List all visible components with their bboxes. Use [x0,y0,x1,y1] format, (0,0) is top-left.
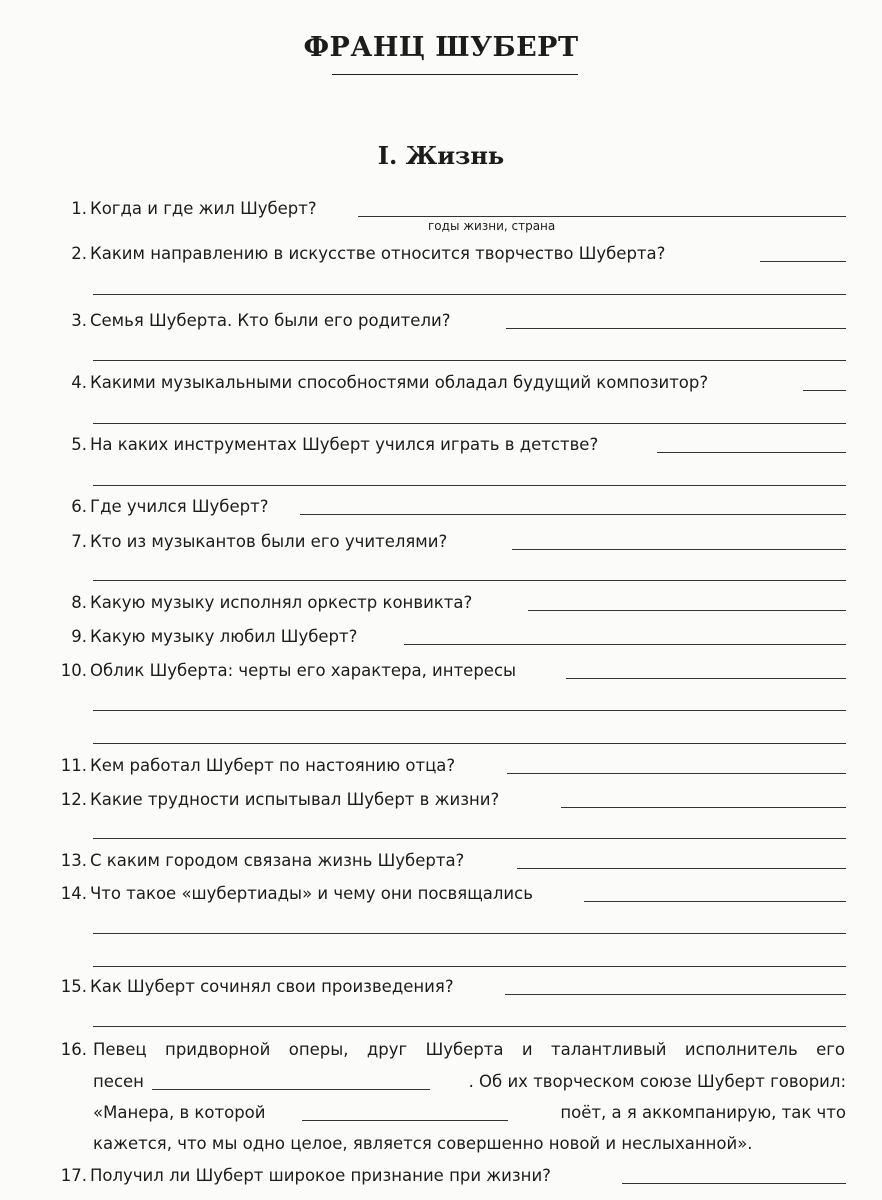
answer-line-14a[interactable] [584,901,846,902]
question-1: 1. Когда и где жил Шуберт? [71,199,317,218]
answer-line-12a[interactable] [561,807,846,808]
answer-line-2a[interactable] [760,261,846,262]
question-4: 4. Какими музыкальными способностями обладал будущий композитор? [71,373,709,392]
answer-line-4b[interactable] [93,423,846,424]
question-16-line-1: Певец придворной оперы, друг Шуберта и талантливый исполнитель его [93,1040,845,1059]
title-underline [332,74,578,75]
question-9: 9. Какую музыку любил Шуберт? [71,627,358,646]
question-17: 17. Получил ли Шуберт широкое признание при жизни? [60,1166,551,1185]
question-2: 2. Каким направлению в искусстве относится творчество Шуберта? [71,244,666,263]
answer-line-15b[interactable] [93,1026,846,1027]
page-title: ФРАНЦ ШУБЕРТ [303,32,579,63]
answer-line-16b[interactable] [302,1120,508,1121]
answer-line-11[interactable] [507,773,846,774]
answer-line-12b[interactable] [93,838,846,839]
answer-line-7b[interactable] [93,580,846,581]
answer-line-3a[interactable] [506,328,846,329]
answer-line-6[interactable] [300,514,846,515]
question-16-line-2-start: песен [93,1072,144,1091]
question-14: 14. Что такое «шубертиады» и чему они посвящались [60,884,533,903]
question-5: 5. На каких инструментах Шуберт учился играть в детстве? [71,435,599,454]
answer-line-10c[interactable] [93,743,846,744]
question-8: 8. Какую музыку исполнял оркестр конвикта? [71,593,473,612]
answer-line-2b[interactable] [93,294,846,295]
question-10: 10. Облик Шуберта: черты его характера, интересы [60,661,517,680]
answer-line-10a[interactable] [566,678,846,679]
answer-caption-1: годы жизни, страна [428,219,556,233]
question-16-number: 16. [60,1040,87,1059]
question-16-line-3-end: поёт, а я аккомпанирую, так что [560,1103,846,1122]
answer-line-14c[interactable] [93,966,846,967]
answer-line-9[interactable] [404,644,846,645]
question-16-line-3-start: «Манера, в которой [93,1103,266,1122]
answer-line-14b[interactable] [93,933,846,934]
answer-line-7a[interactable] [512,549,846,550]
question-16-line-4: кажется, что мы одно целое, является совершенно новой и неслыханной». [93,1134,753,1153]
answer-line-1[interactable] [358,216,846,217]
question-7: 7. Кто из музыкантов были его учителями? [71,532,448,551]
section-heading: I. Жизнь [377,141,505,170]
answer-line-17[interactable] [622,1183,846,1184]
answer-line-13[interactable] [517,868,846,869]
answer-line-10b[interactable] [93,710,846,711]
question-15: 15. Как Шуберт сочинял свои произведения? [60,977,454,996]
question-11: 11. Кем работал Шуберт по настоянию отца? [60,756,456,775]
question-3: 3. Семья Шуберта. Кто были его родители? [71,311,451,330]
question-6: 6. Где учился Шуберт? [71,497,269,516]
question-12: 12. Какие трудности испытывал Шуберт в жизни? [60,790,500,809]
answer-line-8[interactable] [528,610,846,611]
question-13: 13. С каким городом связана жизнь Шуберта? [60,851,465,870]
answer-line-3b[interactable] [93,360,846,361]
answer-line-16a[interactable] [152,1089,430,1090]
answer-line-15a[interactable] [505,994,846,995]
answer-line-4a[interactable] [803,390,846,391]
answer-line-5b[interactable] [93,485,846,486]
answer-line-5a[interactable] [657,452,846,453]
question-16-line-2-end: . Об их творческом союзе Шуберт говорил: [468,1072,846,1091]
